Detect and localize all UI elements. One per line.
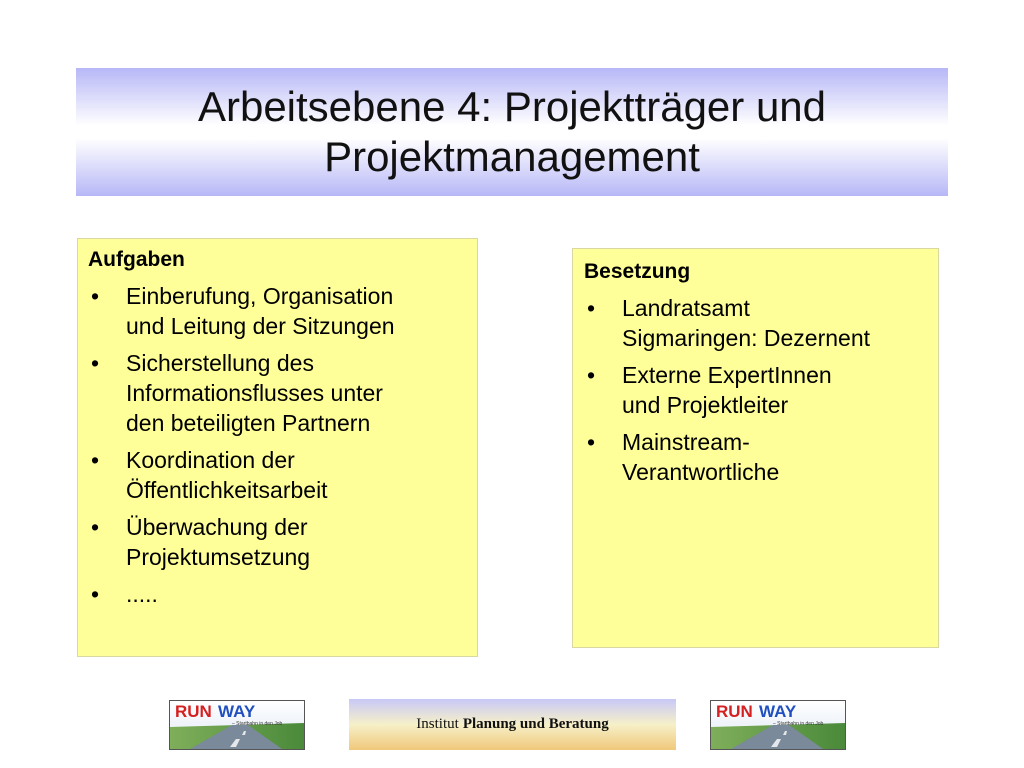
bullet-icon: • — [91, 350, 100, 376]
runway-logo-graphic — [170, 701, 304, 749]
institute-footer — [349, 699, 676, 750]
slide-title — [82, 82, 942, 182]
logo-tagline: – Startbahn in den Job — [773, 721, 824, 727]
slide-title-line-1: Arbeitsebene 4: Projektträger und — [197, 83, 827, 130]
runway-logo-right — [710, 700, 846, 750]
list-item-line: Öffentlichkeitsarbeit — [126, 477, 328, 503]
logo-run-text: RUN — [175, 702, 212, 721]
list-item-line: Überwachung der — [126, 514, 308, 540]
bullet-icon: • — [91, 447, 100, 473]
list-item-line: und Leitung der Sitzungen — [126, 313, 395, 339]
list-item-line: ..... — [126, 581, 158, 607]
institute-name: Planung und Beratung — [462, 716, 609, 732]
bullet-icon: • — [91, 283, 100, 309]
list-item — [88, 579, 467, 609]
tasks-list — [88, 281, 467, 609]
bullet-icon: • — [91, 514, 100, 540]
bullet-icon: • — [587, 295, 596, 321]
list-item — [584, 293, 928, 353]
institute-prefix: Institut — [416, 716, 459, 732]
list-item-line: Informationsflusses unter — [126, 380, 383, 406]
logo-way-text: WAY — [759, 702, 797, 721]
list-item-line: und Projektleiter — [622, 392, 789, 418]
list-item — [88, 348, 467, 438]
list-item-line: Koordination der — [126, 447, 295, 473]
logo-run-text: RUN — [716, 702, 753, 721]
logo-tagline: – Startbahn in den Job — [232, 721, 283, 727]
slide-title-box — [76, 68, 948, 196]
list-item-line: Sigmaringen: Dezernent — [622, 325, 871, 351]
tasks-heading: Aufgaben — [88, 248, 185, 271]
list-item — [88, 512, 467, 572]
runway-logo-graphic — [711, 701, 845, 749]
list-item-line: den beteiligten Partnern — [126, 410, 371, 436]
list-item-line: Verantwortliche — [622, 459, 780, 485]
logo-way-text: WAY — [218, 702, 256, 721]
list-item — [88, 445, 467, 505]
runway-logo-left — [169, 700, 305, 750]
staffing-heading: Besetzung — [584, 260, 691, 283]
list-item-line: Mainstream- — [622, 429, 750, 455]
slide-title-line-2: Projektmanagement — [324, 133, 700, 180]
tasks-panel — [77, 238, 478, 657]
bullet-icon: • — [91, 581, 100, 607]
staffing-panel — [572, 248, 939, 648]
staffing-list — [584, 293, 928, 487]
list-item-line: Landratsamt — [622, 295, 750, 321]
list-item — [88, 281, 467, 341]
list-item-line: Externe ExpertInnen — [622, 362, 832, 388]
list-item-line: Einberufung, Organisation — [126, 283, 394, 309]
list-item-line: Projektumsetzung — [126, 544, 311, 570]
list-item — [584, 360, 928, 420]
bullet-icon: • — [587, 429, 596, 455]
list-item — [584, 427, 928, 487]
bullet-icon: • — [587, 362, 596, 388]
list-item-line: Sicherstellung des — [126, 350, 314, 376]
